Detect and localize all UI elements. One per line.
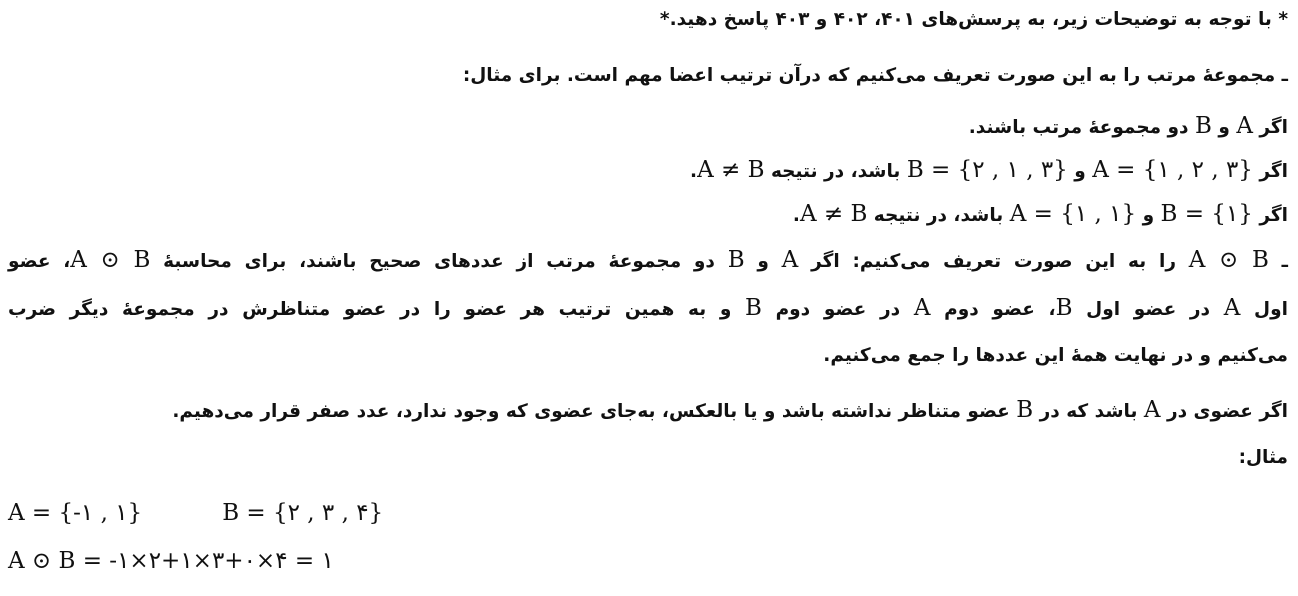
example-line-unequal-order: اگر A = {۱ , ۲ , ۳} و B = {۲ , ۱ , ۳} باشد، در نتیجه A ≠ B.	[690, 157, 1288, 183]
example-set-a: A = {-۱ , ۱}	[8, 500, 143, 526]
operation-definition-line2: اول A در عضو اول B، عضو دوم A در عضو دوم B و به همین ترتیب هر عضو را در عضو متناظرش در مجموعهٔ دیگر ضرب	[8, 295, 1288, 321]
example-sets	[8, 496, 383, 530]
operation-definition-line3: می‌کنیم و در نهایت همهٔ این عددها را جمع می‌کنیم.	[823, 345, 1288, 366]
operation-definition-line1: ـ A ⊙ B را به این صورت تعریف می‌کنیم: اگر A و B دو مجموعهٔ مرتب از عددهای صحیح باشند، برای محاسبهٔ A ⊙ B، عضو	[8, 247, 1288, 273]
example-result: A ⊙ B = -۱×۲+۱×۳+۰×۴ = ۱	[8, 548, 334, 574]
example-line-ordered-sets: اگر A و B دو مجموعهٔ مرتب باشند.	[968, 113, 1288, 139]
instruction-header: * با توجه به توضیحات زیر، به پرسش‌های ۴۰۱، ۴۰۲ و ۴۰۳ پاسخ دهید.*	[659, 9, 1288, 30]
example-label: مثال:	[1238, 447, 1288, 468]
ordered-set-definition: ـ مجموعهٔ مرتب را به این صورت تعریف می‌کنیم که درآن ترتیب اعضا مهم است. برای مثال:	[462, 65, 1288, 86]
example-line-repeated-element: اگر B = {۱} و A = {۱ , ۱} باشد، در نتیجه A ≠ B.	[792, 201, 1288, 227]
zero-padding-rule: اگر عضوی در A باشد که در B عضو متناظر نداشته باشد و یا بالعکس، به‌جای عضوی که وجود ندارد، عدد صفر قرار می‌دهیم.	[172, 397, 1288, 423]
example-set-b: B = {۲ , ۳ , ۴}	[222, 500, 384, 526]
